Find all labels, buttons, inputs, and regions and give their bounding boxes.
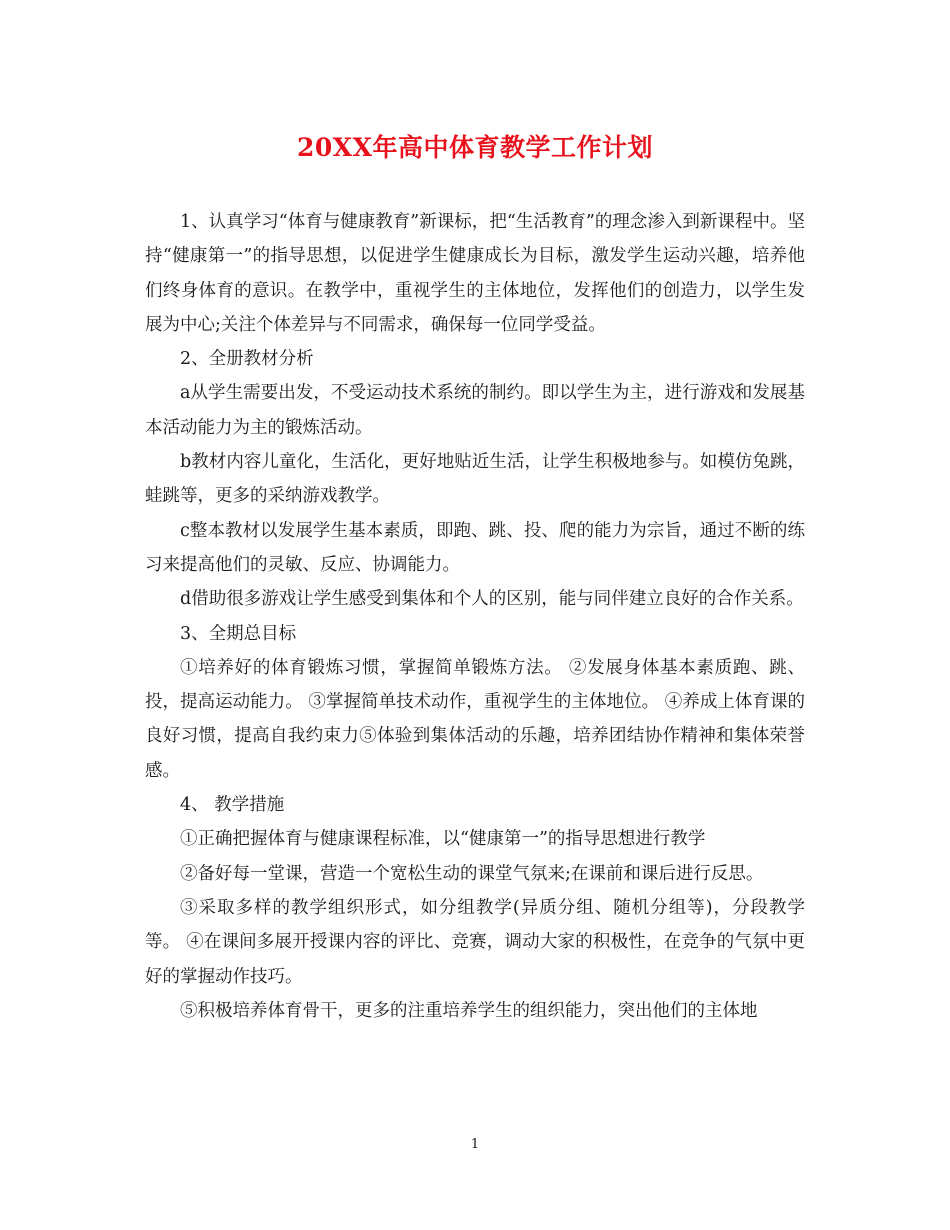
paragraph-2d: d借助很多游戏让学生感受到集体和个人的区别，能与同伴建立良好的合作关系。	[180, 589, 804, 610]
document-body	[145, 205, 805, 1028]
paragraph-2c: c整本教材以发展学生基本素质，即跑、跳、投、爬的能力为宗旨，通过不断的练习来提高他们的灵敏、反应、协调能力。	[145, 520, 805, 575]
document-title: 20XX年高中体育教学工作计划	[296, 133, 654, 162]
paragraph-4-measure-5: ⑤积极培养体育骨干，更多的注重培养学生的组织能力，突出他们的主体地	[180, 1000, 758, 1021]
paragraph-4-measure-1: ①正确把握体育与健康课程标准，以“健康第一”的指导思想进行教学	[180, 829, 706, 850]
paragraph-2a: a从学生需要出发，不受运动技术系统的制约。即以学生为主，进行游戏和发展基本活动能力为主的锻炼活动。	[145, 383, 805, 438]
paragraph-1-study-standards: 1、认真学习“体育与健康教育”新课标，把“生活教育”的理念渗入到新课程中。坚持“健康第一”的指导思想，以促进学生健康成长为目标，激发学生运动兴趣，培养他们终身体育的意识。在教学中，重视学生的主体地位，发挥他们的创造力，以学生发展为中心;关注个体差异与不同需求，确保每一位同学受益。	[145, 212, 805, 335]
paragraph-4-measure-2: ②备好每一堂课，营造一个宽松生动的课堂气氛来;在课前和课后进行反思。	[180, 863, 764, 884]
page-number: 1	[470, 1137, 480, 1152]
paragraph-2b: b教材内容儿童化，生活化，更好地贴近生活，让学生积极地参与。如模仿兔跳，蛙跳等，更多的采纳游戏教学。	[145, 452, 805, 507]
paragraph-4-measure-3-4: ③采取多样的教学组织形式，如分组教学(异质分组、随机分组等)，分段教学等。 ④在课间多展开授课内容的评比、竞赛，调动大家的积极性，在竞争的气氛中更好的掌握动作技巧。	[145, 897, 805, 987]
paragraph-3-heading: 3、全期总目标	[180, 623, 297, 644]
paragraph-3-goals: ①培养好的体育锻炼习惯，掌握简单锻炼方法。 ②发展身体基本素质跑、跳、投，提高运动能力。 ③掌握简单技术动作，重视学生的主体地位。 ④养成上体育课的良好习惯，提高自我约束力⑤体验到集体活动的乐趣，培养团结协作精神和集体荣誉感。	[145, 657, 805, 781]
paragraph-2-heading: 2、全册教材分析	[180, 349, 314, 370]
paragraph-4-heading: 4、 教学措施	[180, 795, 285, 816]
